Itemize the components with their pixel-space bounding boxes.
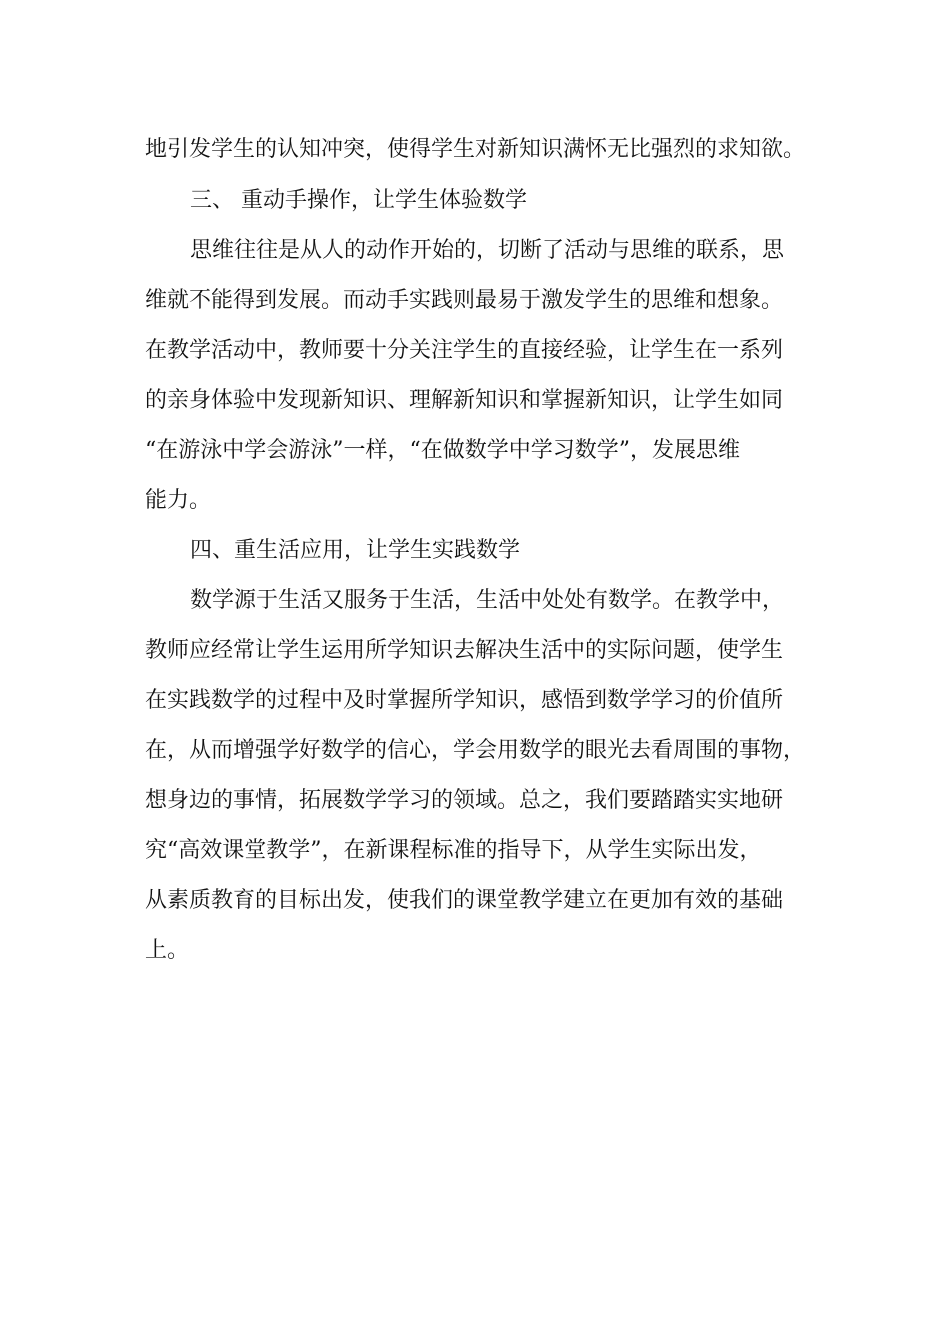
paragraph-line-1: 地引发学生的认知冲突，使得学生对新知识满怀无比强烈的求知欲。 — [145, 137, 806, 162]
paragraph-line-9: 教师应经常让学生运用所学知识去解决生活中的实际问题，使学生 — [145, 638, 784, 663]
paragraph-line-13: 究“高效课堂教学”，在新课程标准的指导下，从学生实际出发， — [145, 838, 762, 863]
paragraph-line-11: 在，从而增强学好数学的信心，学会用数学的眼光去看周围的事物， — [145, 738, 806, 763]
paragraph-line-10: 在实践数学的过程中及时掌握所学知识，感悟到数学学习的价值所 — [145, 688, 784, 713]
paragraph-line-12: 想身边的事情，拓展数学学习的领域。总之，我们要踏踏实实地研 — [145, 788, 784, 813]
paragraph-line-3: 维就不能得到发展。而动手实践则最易于激发学生的思维和想象。 — [145, 288, 784, 313]
paragraph-line-14: 从素质教育的目标出发，使我们的课堂教学建立在更加有效的基础 — [145, 888, 784, 913]
paragraph-line-15: 上。 — [145, 938, 190, 963]
paragraph-line-7: 能力。 — [145, 488, 212, 513]
paragraph-line-2: 思维往往是从人的动作开始的，切断了活动与思维的联系，思 — [190, 238, 785, 263]
paragraph-line-6: “在游泳中学会游泳”一样，“在做数学中学习数学”，发展思维 — [145, 438, 740, 463]
paragraph-line-8: 数学源于生活又服务于生活，生活中处处有数学。在教学中， — [190, 588, 785, 613]
paragraph-line-5: 的亲身体验中发现新知识、理解新知识和掌握新知识，让学生如同 — [145, 388, 784, 413]
section-heading-4: 四、重生活应用，让学生实践数学 — [190, 538, 521, 563]
paragraph-line-4: 在教学活动中，教师要十分关注学生的直接经验，让学生在一系列 — [145, 338, 784, 363]
section-heading-3: 三、 重动手操作，让学生体验数学 — [190, 188, 527, 213]
